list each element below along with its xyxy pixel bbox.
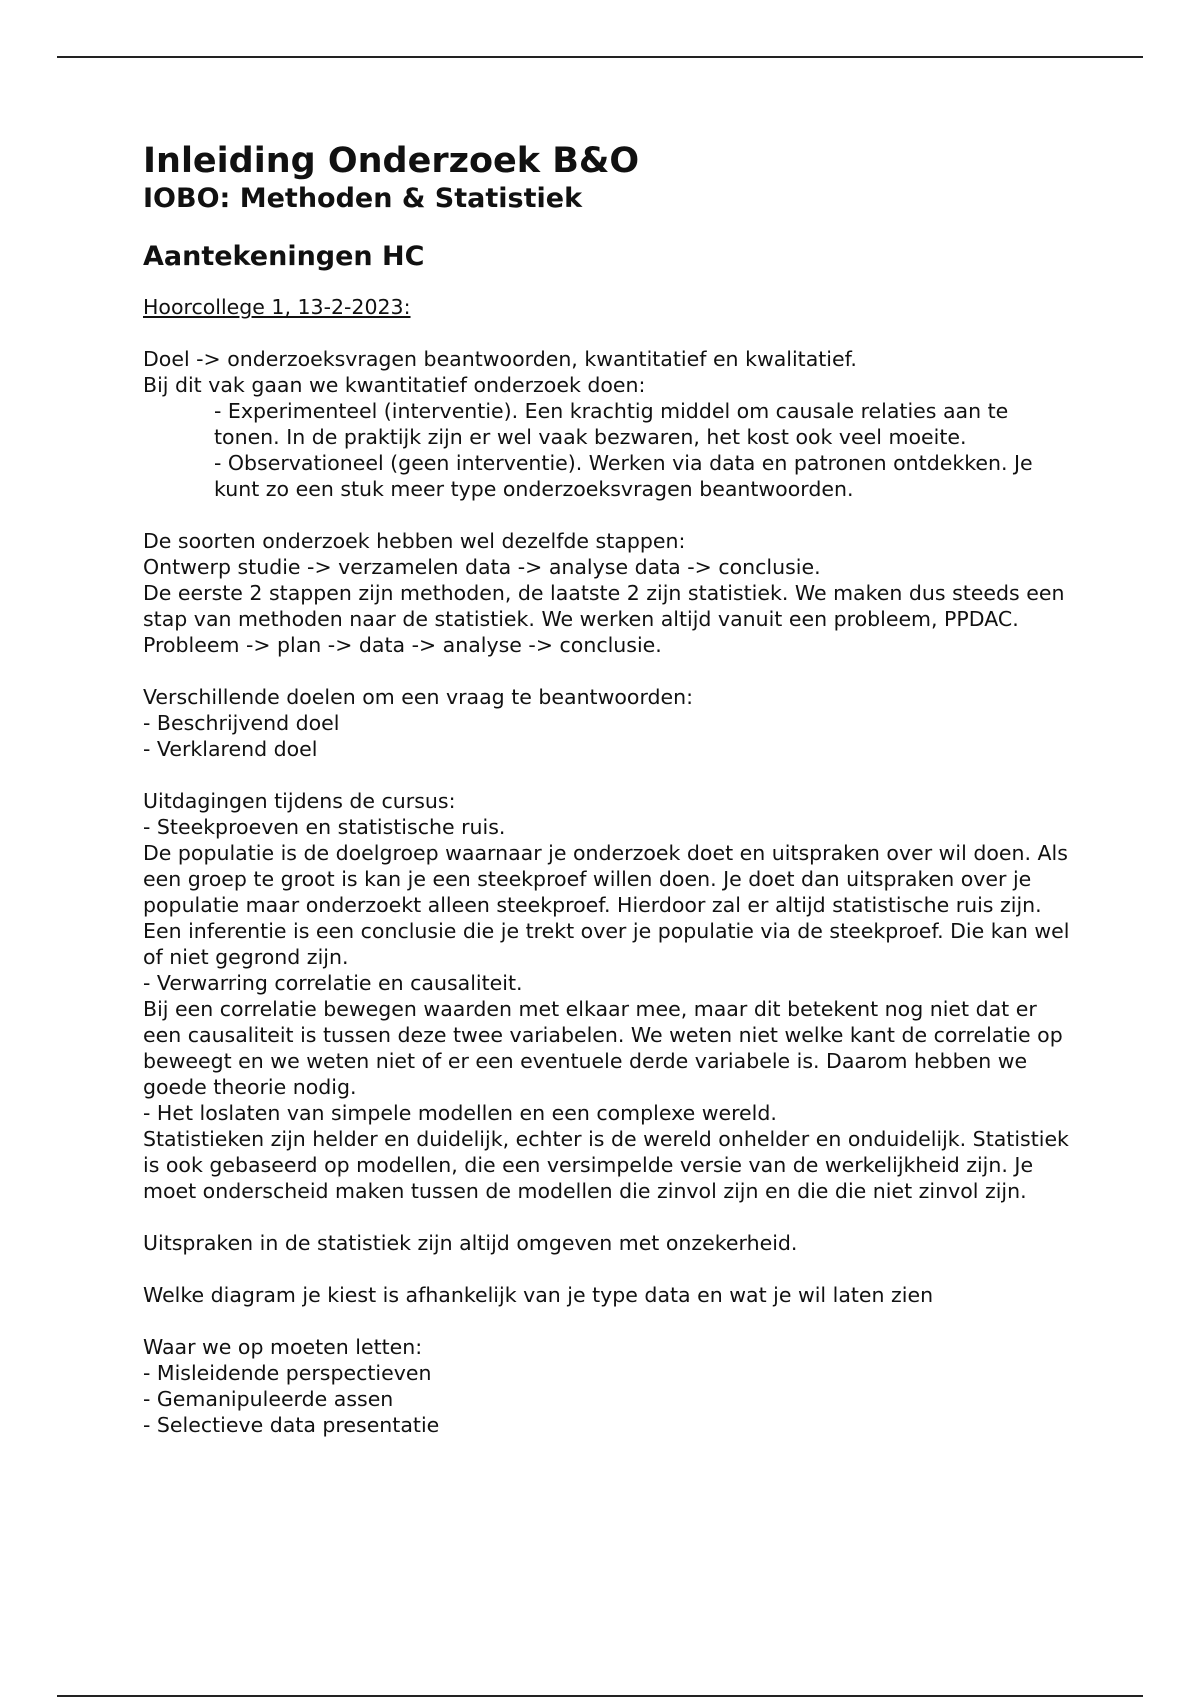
steps-line: Probleem -> plan -> data -> analyse -> conclusie. [143,633,662,657]
watch-out-line: Waar we op moeten letten: [143,1335,423,1359]
challenges-item: - Steekproeven en statistische ruis. [143,815,506,839]
challenges-text: De populatie is de doelgroep waarnaar je onderzoek doet en uitspraken over wil doen. Als een groep te groot is kan je een steekproef willen doen. Je doet dan uitspraken over je populatie maar onderzoekt alleen steekproef. Hierdoor zal er altijd statistische ruis zijn. Een inferentie is een conclusie die je trekt over je populatie via de steekproef. Die kan wel of niet gegrond zijn. [143,841,1070,969]
intro-item: - Experimenteel (interventie). Een krachtig middel om causale relaties aan te tonen. In de praktijk zijn er wel vaak bezwaren, het kost ook veel moeite. [214,399,1009,449]
watch-out-item: - Gemanipuleerde assen [143,1387,394,1411]
diagram-block [143,1282,1073,1308]
challenges-text: Statistieken zijn helder en duidelijk, echter is de wereld onhelder en onduidelijk. Statistiek is ook gebaseerd op modellen, die een versimpelde versie van de werkelijkheid zijn. Je moet onderscheid maken tussen de modellen die zinvol zijn en die die niet zinvol zijn. [143,1127,1069,1203]
top-rule [57,56,1143,58]
diagram-text: Welke diagram je kiest is afhankelijk van je type data en wat je wil laten zien [143,1283,934,1307]
uncertainty-block [143,1230,1073,1256]
challenges-line: Uitdagingen tijdens de cursus: [143,789,456,813]
document-subtitle: IOBO: Methoden & Statistiek [143,183,583,214]
challenges-block [143,788,1073,1204]
uncertainty-text: Uitspraken in de statistiek zijn altijd omgeven met onzekerheid. [143,1231,798,1255]
watch-out-block [143,1334,1073,1438]
challenges-item: - Verwarring correlatie en causaliteit. [143,971,523,995]
section-heading: Aantekeningen HC [143,241,425,272]
goals-item: - Verklarend doel [143,737,318,761]
document-body [143,140,1073,1438]
bottom-rule [57,1695,1143,1697]
lecture-heading: Hoorcollege 1, 13-2-2023: [143,295,411,319]
goals-item: - Beschrijvend doel [143,711,340,735]
steps-line: Ontwerp studie -> verzamelen data -> analyse data -> conclusie. [143,555,821,579]
document-title: Inleiding Onderzoek B&O [143,141,640,181]
goals-block [143,684,1073,762]
challenges-item: - Het loslaten van simpele modellen en een complexe wereld. [143,1101,777,1125]
intro-item: - Observationeel (geen interventie). Werken via data en patronen ontdekken. Je kunt zo een stuk meer type onderzoeksvragen beantwoorden. [214,451,1033,501]
intro-line: Bij dit vak gaan we kwantitatief onderzoek doen: [143,373,646,397]
intro-block [143,346,1073,502]
challenges-text: Bij een correlatie bewegen waarden met elkaar mee, maar dit betekent nog niet dat er een causaliteit is tussen deze twee variabelen. We weten niet welke kant de correlatie op beweegt en we weten niet of er een eventuele derde variabele is. Daarom hebben we goede theorie nodig. [143,997,1063,1099]
steps-block [143,528,1073,658]
watch-out-item: - Misleidende perspectieven [143,1361,432,1385]
intro-line: Doel -> onderzoeksvragen beantwoorden, kwantitatief en kwalitatief. [143,347,857,371]
watch-out-item: - Selectieve data presentatie [143,1413,440,1437]
goals-line: Verschillende doelen om een vraag te beantwoorden: [143,685,694,709]
steps-line: De eerste 2 stappen zijn methoden, de laatste 2 zijn statistiek. We maken dus steeds een stap van methoden naar de statistiek. We werken altijd vanuit een probleem, PPDAC. [143,581,1065,631]
steps-line: De soorten onderzoek hebben wel dezelfde stappen: [143,529,686,553]
